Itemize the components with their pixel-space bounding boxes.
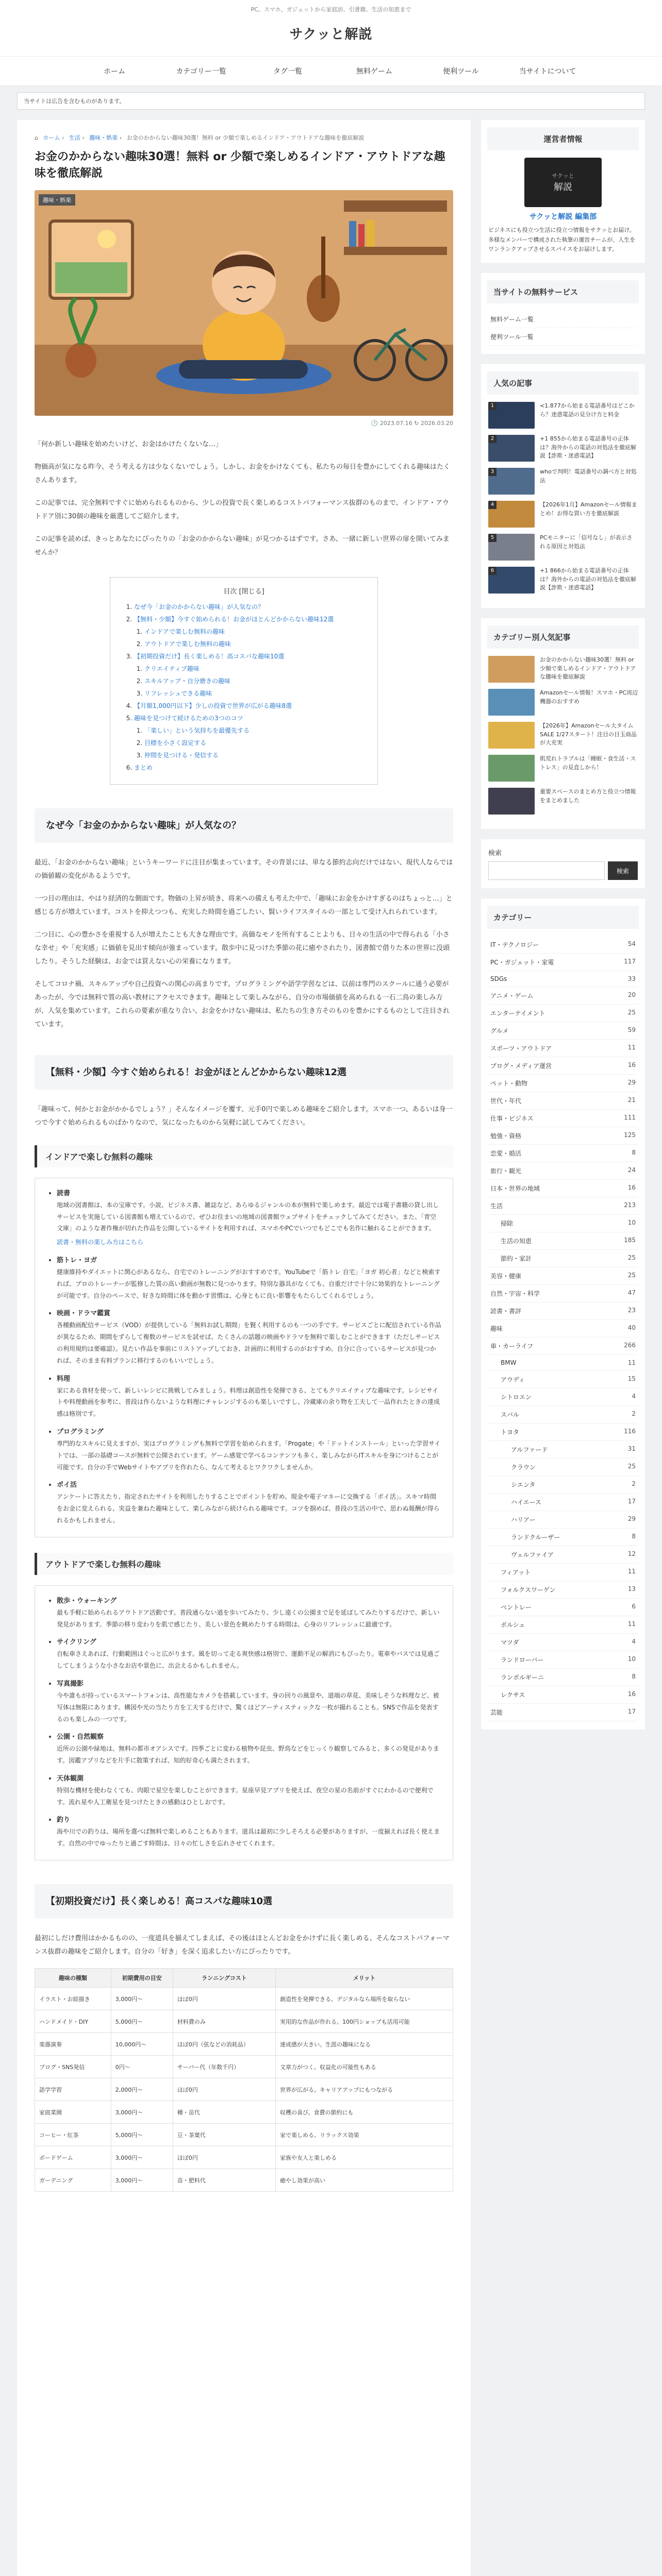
list-item: • 映画・ドラマ鑑賞 各種動画配信サービス（VOD）が提供している「無料お試し期間」を賢く利用するのも一つの手です。サービスごとに配信されている作品が異なるため、期間をずらして複数のサービスを試せば、たくさんの話題の映画やドラマを無料で楽しむことができます（ただしサービスの利用規約は要確認）。見たい作品を事前にリストアップしておき、計画的に利用するのがおすすめ。自分に合っているサービスが見つかれば、そのまま有料プランに移行するのもいいでしょう。 bbox=[57, 1308, 441, 1366]
popular-post[interactable]: 3 whoで判明！電話番号の調べ方と対処法 bbox=[488, 468, 638, 495]
category-count: 266 bbox=[624, 1342, 636, 1349]
category-item[interactable] bbox=[488, 1651, 638, 1669]
home-icon: ⌂ bbox=[35, 134, 38, 141]
ad-notice: 当サイトは広告を含むものがあります。 bbox=[17, 92, 645, 110]
operator-logo: サクッと 解説 bbox=[524, 158, 602, 207]
section-paragraph: 二つ目に、心の豊かさを重視する人が増えたことも大きな理由です。高価なモノを所有することよりも、日々の生活の中で得られる「小さな幸せ」や「充実感」に価値を見出す傾向が強まっています。散歩中に見つけた季節の花に癒やされたり、図書館で借りた本の世界に没頭したり。そうした経験は、お金では買えない心の栄養になります。 bbox=[35, 930, 450, 965]
category-count: 25 bbox=[627, 1009, 636, 1016]
toc-item[interactable]: 【月額1,000円以下】少しの投資で世界が広がる趣味8選 bbox=[134, 702, 292, 709]
category-name: アルファード bbox=[511, 1446, 548, 1454]
category-name: ハイエース bbox=[511, 1499, 541, 1506]
category-name: ランドローバー bbox=[501, 1656, 544, 1664]
nav-home[interactable]: ホーム bbox=[104, 67, 125, 76]
category-count: 33 bbox=[627, 975, 636, 983]
list-item: • 読書 地域の図書館は、本の宝庫です。小説、ビジネス書、雑誌など、あらゆるジャンルの本が無料で楽しめます。最近では電子書籍の貸し出しサービスを実施している図書館も増えているので、ぜひお住まいの地域の図書館ウェブサイトをチェックしてみてください。また、「青空文庫」のような著作権が切れた作品を公開しているサイトを利用すれば、スマホやPCでいつでもどこでも名作に触れることができます。 読書・無料の楽しみ方はこちら bbox=[57, 1188, 441, 1248]
table-header: メリット bbox=[275, 1969, 453, 1988]
table-header: ランニングコスト bbox=[173, 1969, 275, 1988]
table-row: ボードゲーム 3,000円〜 ほぼ0円 家族や友人と楽しめる bbox=[35, 2146, 453, 2169]
table-row: 楽器演奏 10,000円〜 ほぼ0円（弦などの消耗品） 達成感が大きい。生涯の趣味になる bbox=[35, 2033, 453, 2056]
category-item[interactable] bbox=[488, 1704, 638, 1721]
toc-item[interactable]: スキルアップ・自分磨きの趣味 bbox=[144, 677, 231, 685]
list-item: • 公園・自然観察 近所の公園や緑地は、無料の都市オアシスです。四季ごとに変わる植物や昆虫、野鳥などをじっくり観察してみると、多くの発見があります。図鑑アプリなどを片手に散策すれば、知的好奇心も満たされます。 bbox=[57, 1731, 441, 1767]
category-item[interactable] bbox=[488, 954, 638, 971]
category-count: 8 bbox=[632, 1149, 636, 1157]
category-item[interactable] bbox=[488, 1320, 638, 1337]
category-item[interactable] bbox=[488, 1564, 638, 1581]
category-name: スバル bbox=[501, 1411, 520, 1419]
category-item[interactable] bbox=[488, 1110, 638, 1127]
updated-date: 2026.03.20 bbox=[421, 419, 453, 427]
category-count: 17 bbox=[627, 1498, 636, 1505]
category-count: 8 bbox=[632, 1673, 636, 1681]
category-count: 29 bbox=[627, 1515, 636, 1523]
category-item[interactable] bbox=[488, 1040, 638, 1057]
popular-post[interactable]: 5 PCモニターに「信号なし」が表示される原因と対処法 bbox=[488, 534, 638, 561]
category-count: 59 bbox=[627, 1026, 636, 1034]
category-name: アウディ bbox=[501, 1376, 525, 1384]
search-title: 検索 bbox=[488, 850, 502, 858]
category-count: 29 bbox=[627, 1079, 636, 1087]
category-item[interactable] bbox=[488, 1127, 638, 1145]
category-item[interactable] bbox=[488, 1215, 638, 1232]
category-name: 趣味 bbox=[490, 1325, 503, 1333]
list-item: • 釣り 海や川での釣りは、場所を選べば無料で楽しめることもあります。道具は最初に少しそろえる必要がありますが、一度揃えれば長く使えます。自然の中でゆったりと過ごす時間は、日々の忙しさを忘れさせてくれます。 bbox=[57, 1814, 441, 1850]
category-name: フォルクスワーゲン bbox=[501, 1586, 556, 1594]
operator-name[interactable]: サクッと解説 編集部 bbox=[529, 213, 597, 221]
category-name: クラウン bbox=[511, 1464, 536, 1471]
category-count: 16 bbox=[627, 1061, 636, 1069]
category-count: 13 bbox=[627, 1585, 636, 1593]
category-item[interactable] bbox=[488, 1232, 638, 1250]
intro-paragraph: 物価高が気になる昨今、そう考える方は少なくないでしょう。しかし、お金をかけなくても、私たちの毎日を豊かにしてくれる趣味はたくさんあります。 bbox=[35, 463, 451, 484]
category-item[interactable] bbox=[488, 1337, 638, 1355]
site-title[interactable]: サクッと解説 bbox=[289, 27, 373, 42]
category-count: 11 bbox=[627, 1359, 636, 1367]
table-of-contents bbox=[110, 577, 378, 785]
toc-item[interactable]: 仲間を見つける・発信する bbox=[144, 751, 219, 759]
widget-title: 運営者情報 bbox=[487, 127, 639, 150]
category-count: 185 bbox=[624, 1236, 636, 1244]
category-count: 213 bbox=[624, 1201, 636, 1209]
operator-desc: ビジネスにも役立つ生活に役立つ情報をサクッとお届け。多様なメンバーで構成された執筆の運営チームが、人生をワンランクアップさせるスパイスをお届けします。 bbox=[488, 227, 636, 253]
category-count: 40 bbox=[627, 1324, 636, 1332]
category-count: 25 bbox=[627, 1463, 636, 1470]
category-name: BMW bbox=[501, 1359, 517, 1367]
search-input[interactable] bbox=[488, 861, 605, 880]
indoor-hobby-list bbox=[35, 1178, 453, 1537]
list-item: • 天体観測 特別な機材を使わなくても、肉眼で星空を楽しむことができます。星座早見アプリを使えば、夜空の星の名前がすぐにわかるので便利です。流れ星や人工衛星を見つけたときの感動はひとしおです。 bbox=[57, 1773, 441, 1808]
category-popular-widget bbox=[481, 618, 645, 829]
category-post[interactable]: 【2026年】Amazonセール大タイムSALE 1/27スタート！注目の目玉商品が大充実 bbox=[488, 722, 638, 749]
category-name: 芸能 bbox=[490, 1709, 503, 1717]
category-name: 世代・年代 bbox=[490, 1097, 522, 1105]
toc-item[interactable]: クリエイティブ趣味 bbox=[144, 665, 200, 672]
nav-tools[interactable]: 便利ツール bbox=[443, 67, 479, 76]
category-name: 自然・宇宙・科学 bbox=[490, 1290, 540, 1298]
category-item[interactable] bbox=[488, 1267, 638, 1285]
posted-date: 2023.07.16 bbox=[379, 419, 412, 427]
category-count: 11 bbox=[627, 1044, 636, 1052]
section-paragraph: 最初にしだけ費用はかかるものの、一度道具を揃えてしまえば、その後はほとんどお金をかけずに長く楽しめる、そんなコストパフォーマンス抜群の趣味をご紹介します。自分の「好き」を深く追求したい方にぴったりです。 bbox=[35, 1935, 450, 1956]
category-item[interactable] bbox=[488, 1459, 638, 1476]
category-item[interactable] bbox=[488, 1355, 638, 1371]
list-item: • 料理 家にある食材を使って、新しいレシピに挑戦してみましょう。料理は創造性を発揮できる、とてもクリエイティブな趣味です。レシピサイトや料理動画を参考に、普段は作らないような料理にチャレンジするのも楽しいですし、冷蔵庫の余り物を工夫して一品作れたときの達成感は格別です。 bbox=[57, 1373, 441, 1420]
nav-free-games[interactable]: 無料ゲーム bbox=[356, 67, 392, 76]
breadcrumb-home[interactable]: ホーム bbox=[43, 134, 60, 141]
category-item[interactable] bbox=[488, 1145, 638, 1162]
category-name: 生活 bbox=[490, 1202, 503, 1210]
section-heading: 【無料・少額】今すぐ始められる！お金がほとんどかからない趣味12選 bbox=[35, 1055, 453, 1090]
category-count: 8 bbox=[632, 1533, 636, 1540]
table-row: 語学学習 2,000円〜 ほぼ0円 世界が広がる。キャリアアップにもつながる bbox=[35, 2078, 453, 2101]
category-count: 21 bbox=[627, 1096, 636, 1104]
category-count: 4 bbox=[632, 1638, 636, 1646]
category-name: 仕事・ビジネス bbox=[490, 1115, 534, 1123]
category-name: フィアット bbox=[501, 1569, 531, 1577]
toc-item[interactable]: まとめ bbox=[134, 764, 153, 771]
category-count: 24 bbox=[627, 1166, 636, 1174]
category-count: 20 bbox=[627, 991, 636, 999]
subsection-heading: インドアで楽しむ無料の趣味 bbox=[35, 1145, 453, 1167]
category-count: 16 bbox=[627, 1184, 636, 1192]
category-count: 11 bbox=[627, 1568, 636, 1575]
toc-item[interactable]: リフレッシュできる趣味 bbox=[144, 689, 212, 697]
intro-paragraph: この記事では、完全無料ですぐに始められるものから、少しの投資で長く楽しめるコストパフォーマンス抜群のものまで、インドア・アウトドア別に30個の趣味を厳選してご紹介します。 bbox=[35, 499, 450, 520]
category-name: シエンタ bbox=[511, 1481, 536, 1489]
nav-about[interactable]: 当サイトについて bbox=[519, 67, 576, 76]
search-button[interactable]: 検索 bbox=[608, 861, 638, 880]
category-item[interactable] bbox=[488, 1494, 638, 1511]
list-item: • ポイ活 アンケートに答えたり、指定されたサイトを利用したりすることでポイントを貯め、現金や電子マネーに交換する「ポイ活」。スキマ時間をお金に変えられる、実益を兼ねた趣味として、楽しみながら続けられる趣味です。コツを掴めば、普段の生活の中で、思わぬ報酬が得られるかもしれません。 bbox=[57, 1479, 441, 1526]
nav-tag-list[interactable]: タグ一覧 bbox=[273, 67, 302, 76]
category-name: マツダ bbox=[501, 1639, 519, 1647]
category-name: IT・テクノロジー bbox=[490, 941, 539, 949]
popular-widget bbox=[481, 364, 645, 608]
category-count: 25 bbox=[627, 1254, 636, 1262]
hobby-cost-table bbox=[35, 1968, 453, 2192]
category-count: 2 bbox=[632, 1480, 636, 1488]
category-item[interactable] bbox=[488, 987, 638, 1005]
category-item[interactable] bbox=[488, 1669, 638, 1686]
category-name: 節約・家計 bbox=[501, 1255, 532, 1263]
table-row: 家庭菜園 3,000円〜 種・苗代 収穫の喜び。食費の節約にも bbox=[35, 2101, 453, 2124]
popular-post[interactable]: 1 <1.877から始まる電話番号はどこから？迷惑電話の見分け方と料金 bbox=[488, 402, 638, 429]
category-count: 6 bbox=[632, 1603, 636, 1611]
service-link[interactable]: 無料ゲーム一覧 bbox=[488, 311, 638, 328]
popular-post[interactable]: 6 +1 866から始まる電話番号の正体は？海外からの電話の対処法を徹底解説【詐欺・迷惑電話】 bbox=[488, 567, 638, 594]
widget-title: カテゴリー bbox=[487, 906, 639, 929]
global-nav bbox=[0, 56, 662, 86]
toc-item[interactable]: 目標を小さく設定する bbox=[144, 739, 207, 747]
toc-item[interactable]: 「楽しい」という気持ちを最優先する bbox=[144, 726, 250, 734]
list-item: • サイクリング 自転車さえあれば、行動範囲はぐっと広がります。風を切って走る爽快感は格別で、運動不足の解消にもぴったり。電車やバスでは見過ごしてしまうような小さなお店や景色に、出会えるかもしれません。 bbox=[57, 1636, 441, 1672]
category-item[interactable] bbox=[488, 1423, 638, 1441]
toc-item[interactable]: インドアで楽しむ無料の趣味 bbox=[144, 628, 225, 635]
category-item[interactable] bbox=[488, 1441, 638, 1459]
table-header: 趣味の種類 bbox=[35, 1969, 111, 1988]
category-name: 生活の知恵 bbox=[501, 1238, 532, 1245]
site-header bbox=[0, 0, 662, 86]
toc-title[interactable]: 目次 [閉じる] bbox=[223, 587, 264, 596]
header-tagline: PC、スマホ、ガジェットから家庭訪、引書籍、生活の知恵まで bbox=[251, 6, 411, 13]
widget-title: 当サイトの無料サービス bbox=[487, 280, 639, 303]
category-item[interactable] bbox=[488, 1162, 638, 1180]
services-widget bbox=[481, 273, 645, 354]
toc-item[interactable]: 【初期投資だけ】長く楽しめる！高コスパな趣味10選 bbox=[134, 652, 285, 660]
category-count: 10 bbox=[627, 1219, 636, 1227]
category-item[interactable] bbox=[488, 1371, 638, 1388]
hero-image bbox=[35, 190, 453, 416]
post-dates bbox=[35, 420, 453, 427]
category-item[interactable] bbox=[488, 1302, 638, 1320]
category-name: ヴェルファイア bbox=[511, 1551, 554, 1559]
category-name: 読書・書評 bbox=[490, 1308, 522, 1315]
table-header: 初期費用の目安 bbox=[111, 1969, 173, 1988]
breadcrumb: ⌂ ホーム › 生活 › 趣味・娯楽 › お金のかからない趣味30選！無料 or 少額で楽しめるインドア・アウトドアな趣味を徹底解説 bbox=[35, 134, 365, 141]
category-name: PC・ガジェット・家電 bbox=[490, 959, 554, 967]
breadcrumb-current: お金のかからない趣味30選！無料 or 少額で楽しめるインドア・アウトドアな趣味を徹底解説 bbox=[126, 134, 365, 141]
toc-item[interactable]: 【無料・少額】今すぐ始められる！お金がほとんどかからない趣味12選 bbox=[134, 615, 334, 623]
subsection-heading: アウトドアで楽しむ無料の趣味 bbox=[35, 1553, 453, 1575]
category-item[interactable] bbox=[488, 1075, 638, 1092]
category-item[interactable] bbox=[488, 1285, 638, 1302]
category-item[interactable] bbox=[488, 1406, 638, 1423]
category-item[interactable] bbox=[488, 936, 638, 954]
article-title: お金のかからない趣味30選！無料 or 少額で楽しめるインドア・アウトドアな趣味を徹底解説 bbox=[35, 150, 445, 180]
category-name: アニメ・ゲーム bbox=[490, 992, 534, 1000]
category-name: ランドクルーザー bbox=[511, 1534, 560, 1541]
category-post[interactable]: 重要スペースのまとめ方と役立つ情報をまとめました bbox=[488, 788, 638, 815]
category-count: 17 bbox=[627, 1708, 636, 1716]
toc-item[interactable]: なぜ今「お金のかからない趣味」が人気なの？ bbox=[134, 603, 264, 611]
service-link[interactable]: 便利ツール一覧 bbox=[488, 328, 638, 346]
category-name: 美容・健康 bbox=[490, 1273, 522, 1280]
clock-icon: 🕑 bbox=[371, 419, 378, 427]
category-name: 車・カーライフ bbox=[490, 1343, 534, 1350]
category-name: ハリアー bbox=[511, 1516, 536, 1524]
category-post[interactable]: お金のかからない趣味30選！無料 or 少額で楽しめるインドア・アウトドアな趣味を徹底解説 bbox=[488, 656, 638, 683]
category-count: 47 bbox=[627, 1289, 636, 1297]
category-count: 12 bbox=[627, 1550, 636, 1558]
intro-quote: 「何か新しい趣味を始めたいけど、お金はかけたくないな…」 bbox=[35, 440, 223, 448]
popular-post[interactable]: 2 +1 855から始まる電話番号の正体は？海外からの電話の対処法を徹底解説【詐欺・迷惑電話】 bbox=[488, 435, 638, 462]
category-item[interactable] bbox=[488, 971, 638, 987]
category-count: 23 bbox=[627, 1307, 636, 1314]
category-item[interactable] bbox=[488, 1197, 638, 1215]
list-item: • 散歩・ウォーキング 最も手軽に始められるアウトドア活動です。普段通らない道を歩いてみたり、少し遠くの公園まで足を延ばしてみたりするだけで、新しい発見があります。季節の移り変わりを肌で感じたり、美しい景色を眺めたりする時間は、心身のリフレッシュに最適です。 bbox=[57, 1595, 441, 1631]
widget-title: 人気の記事 bbox=[487, 371, 639, 395]
list-item: • プログラミング 専門的なスキルに見えますが、実はプログラミングも無料で学習を始められます。「Progate」や「ドットインストール」といった学習サイトでは、一部の基礎コースが無料で公開されています。ゲーム感覚で学べるコンテンツも多く、楽しみながらITスキルを身につけることが可能です。自分の手でWebサイトやアプリを作れたら、なんて考えるとワクワクしませんか。 bbox=[57, 1426, 441, 1473]
operator-widget bbox=[481, 120, 645, 263]
category-item[interactable] bbox=[488, 1057, 638, 1075]
outdoor-hobby-list bbox=[35, 1585, 453, 1860]
category-item[interactable] bbox=[488, 1005, 638, 1022]
category-name: 掃除 bbox=[501, 1220, 514, 1228]
widget-title: カテゴリー別人気記事 bbox=[487, 625, 639, 649]
category-count: 10 bbox=[627, 1655, 636, 1663]
list-item: • 写真撮影 今や誰もが持っているスマートフォンは、高性能なカメラを搭載しています。身の回りの風景や、道端の草花、美味しそうな料理など、被写体は無限にあります。構図や光の当たり方を工夫するだけで、驚くほどアーティスティックな一枚が撮れることも。SNSで作品を発表するのも楽しみの一つです。 bbox=[57, 1678, 441, 1725]
reading-link[interactable]: 読書・無料の楽しみ方はこちら bbox=[57, 1239, 144, 1246]
sidebar bbox=[481, 120, 645, 2576]
category-count: 54 bbox=[627, 940, 636, 948]
category-name: ランボルギーニ bbox=[501, 1674, 544, 1682]
category-count: 25 bbox=[627, 1272, 636, 1279]
category-name: 勉強・資格 bbox=[490, 1132, 522, 1140]
intro-paragraph: この記事を読めば、きっとあなたにぴったりの「お金のかからない趣味」が見つかるはずです。さあ、一緒に新しい世界の扉を開いてみませんか？ bbox=[35, 535, 450, 556]
category-count: 4 bbox=[632, 1393, 636, 1400]
category-count: 111 bbox=[624, 1114, 636, 1122]
section-paragraph: 最近、「お金のかからない趣味」というキーワードに注目が集まっています。その背景には、単なる節約志向だけではない、現代人ならではの価値観の変化があるようです。 bbox=[35, 858, 453, 880]
category-badge[interactable]: 趣味・娯楽 bbox=[39, 194, 75, 206]
category-name: レクサス bbox=[501, 1691, 525, 1699]
toc-item[interactable]: 趣味を見つけて続けるための3つのコツ bbox=[134, 714, 243, 722]
category-name: ペット・動物 bbox=[490, 1080, 528, 1088]
hero-illustration bbox=[35, 190, 453, 416]
category-item[interactable] bbox=[488, 1180, 638, 1197]
category-name: スポーツ・アウトドア bbox=[490, 1045, 552, 1053]
main-article bbox=[17, 120, 471, 2576]
category-post[interactable]: Amazonセール情報！スマホ・PC周辺機器のおすすめ bbox=[488, 689, 638, 716]
category-item[interactable] bbox=[488, 1476, 638, 1494]
category-item[interactable] bbox=[488, 1092, 638, 1110]
category-name: トヨタ bbox=[501, 1429, 520, 1436]
category-item[interactable] bbox=[488, 1616, 638, 1634]
search-widget bbox=[481, 839, 645, 888]
category-count: 2 bbox=[632, 1410, 636, 1418]
category-name: グルメ bbox=[490, 1027, 509, 1035]
category-post[interactable]: 肌荒れトラブルは「睡眠・食生活・ストレス」の見直しから！ bbox=[488, 755, 638, 782]
refresh-icon: ↻ bbox=[414, 419, 419, 427]
category-count: 11 bbox=[627, 1620, 636, 1628]
table-row: イラスト・お絵描き 3,000円〜 ほぼ0円 創造性を発揮できる。デジタルなら場所を取らない bbox=[35, 1988, 453, 2010]
list-item: • 筋トレ・ヨガ 健康維持やダイエットに関心があるなら、自宅でのトレーニングがおすすめです。YouTubeで「筋トレ 自宅」「ヨガ 初心者」などと検索すれば、プロのトレーナーが監修した質の高い動画が無数に見つかります。特別な器具がなくても、自重だけで十分に効果的なトレーニングが可能です。自分のペースで、好きな時間に体を動かす習慣は、心身ともに良い影響をもたらしてくれるでしょう。 bbox=[57, 1255, 441, 1301]
table-row: ハンドメイド・DIY 5,000円〜 材料費のみ 実用的な作品が作れる。100円ショップも活用可能 bbox=[35, 2010, 453, 2033]
category-item[interactable] bbox=[488, 1634, 638, 1651]
toc-item[interactable]: アウトドアで楽しむ無料の趣味 bbox=[144, 640, 231, 648]
section-paragraph: 一つ目の理由は、やはり経済的な側面です。物価の上昇が続き、将来への備えも考えた中で、「趣味にお金をかけすぎるのはちょっと…」と感じる方が増えています。コストを抑えつつも、充実した時間を過ごしたい、賢いライフスタイルの一部として受け入れられています。 bbox=[35, 894, 453, 916]
category-name: ポルシェ bbox=[501, 1621, 525, 1629]
section-heading: 【初期投資だけ】長く楽しめる！高コスパな趣味10選 bbox=[35, 1884, 453, 1919]
category-count: 16 bbox=[627, 1690, 636, 1698]
category-name: ベントレー bbox=[501, 1604, 532, 1612]
category-item[interactable] bbox=[488, 1599, 638, 1616]
category-item[interactable] bbox=[488, 1022, 638, 1040]
category-count: 31 bbox=[627, 1445, 636, 1453]
category-item[interactable] bbox=[488, 1388, 638, 1406]
category-name: 旅行・観光 bbox=[490, 1167, 522, 1175]
table-row: コーヒー・紅茶 5,000円〜 豆・茶葉代 家で楽しめる。リラックス効果 bbox=[35, 2124, 453, 2146]
category-item[interactable] bbox=[488, 1511, 638, 1529]
category-item[interactable] bbox=[488, 1546, 638, 1564]
category-item[interactable] bbox=[488, 1686, 638, 1704]
category-name: エンターテイメント bbox=[490, 1010, 545, 1018]
section-paragraph: そしてコロナ禍、スキルアップや自己投資への関心の高まりです。プログラミングや語学学習などは、以前は専門のスクールに通う必要があったが、今では無料で質の高い教材にアクセスできます。趣味として楽しみながら、自分の市場価値を高められる一石二鳥の楽しみ方が、人気を集めています。これらの要素が重なり合い、お金をかけない趣味は、私たちの生き方そのものを豊かにするものとして注目されています。 bbox=[35, 980, 450, 1028]
category-count: 117 bbox=[624, 958, 636, 965]
category-name: シトロエン bbox=[501, 1394, 532, 1401]
category-count: 116 bbox=[624, 1428, 636, 1435]
category-count: 15 bbox=[627, 1375, 636, 1383]
table-row: ブログ・SNS発信 0円〜 サーバー代（年数千円） 文章力がつく。収益化の可能性もある bbox=[35, 2056, 453, 2078]
category-count: 125 bbox=[624, 1131, 636, 1139]
section-paragraph: 「趣味って、何かとお金がかかるでしょう？」そんなイメージを覆す、元手0円で楽しめる趣味をご紹介します。スマホ一つ、あるいは身一つで今すぐ始められるものばかりなので、気になったものから気軽に試してみてください。 bbox=[35, 1105, 453, 1127]
popular-post[interactable]: 4 【2026年1月】Amazonセール情報まとめ！お得な買い方を徹底解説 bbox=[488, 501, 638, 528]
section-heading: なぜ今「お金のかからない趣味」が人気なの？ bbox=[35, 808, 453, 843]
category-name: 恋愛・婚活 bbox=[490, 1150, 522, 1158]
category-item[interactable] bbox=[488, 1529, 638, 1546]
category-name: 日本・世界の地域 bbox=[490, 1185, 540, 1193]
category-item[interactable] bbox=[488, 1581, 638, 1599]
category-name: SDGs bbox=[490, 975, 507, 983]
breadcrumb-hobby[interactable]: 趣味・娯楽 bbox=[89, 134, 118, 141]
category-name: ブログ・メディア運営 bbox=[490, 1062, 552, 1070]
table-row: ガーデニング 3,000円〜 苗・肥料代 癒やし効果が高い bbox=[35, 2169, 453, 2192]
category-item[interactable] bbox=[488, 1250, 638, 1267]
nav-category-list[interactable]: カテゴリー一覧 bbox=[176, 67, 226, 76]
breadcrumb-life[interactable]: 生活 bbox=[69, 134, 80, 141]
category-widget bbox=[481, 899, 645, 1730]
